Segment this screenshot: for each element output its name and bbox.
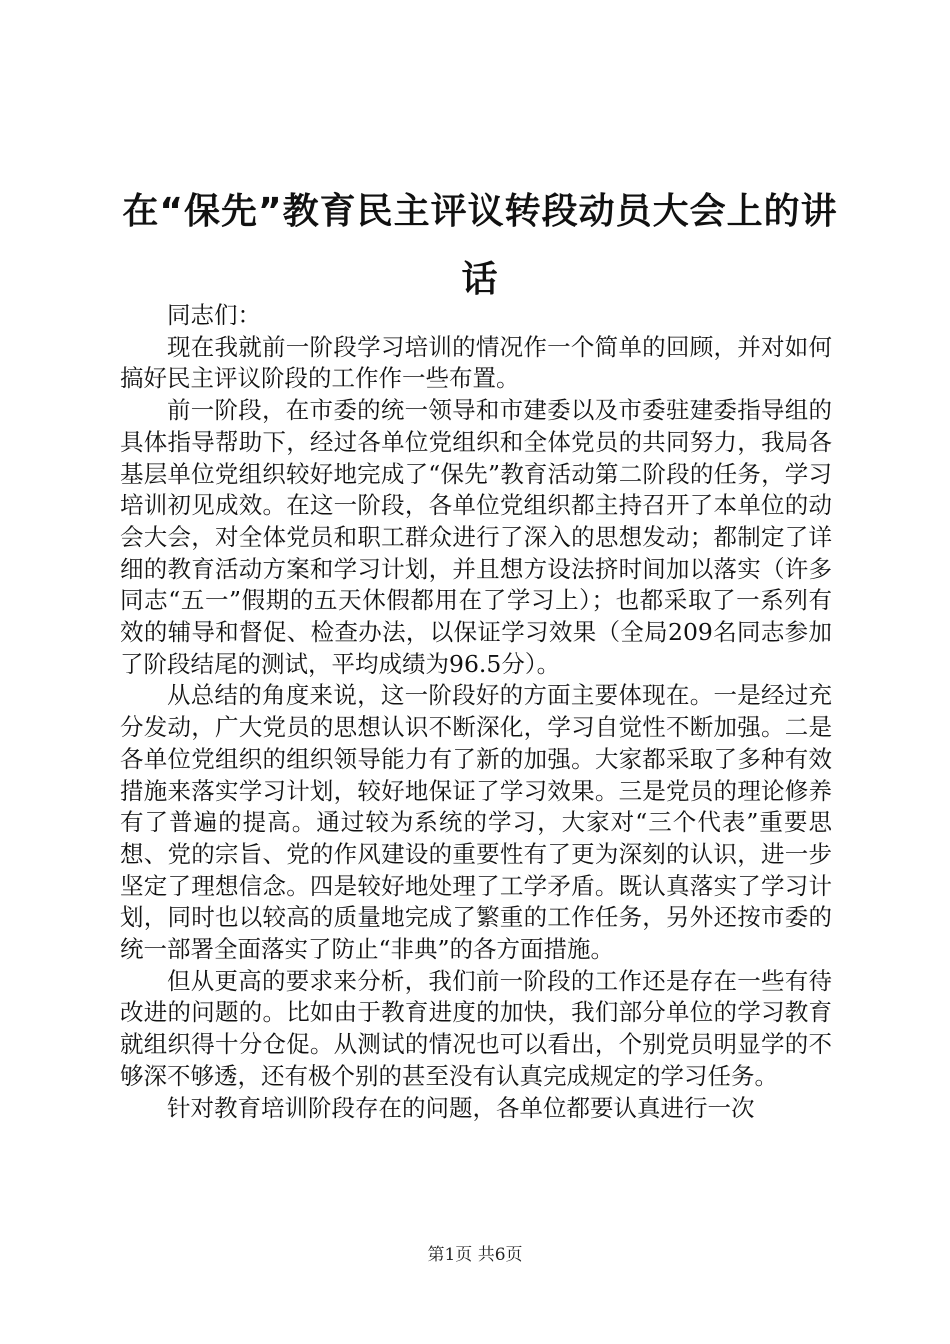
salutation-paragraph: 同志们： bbox=[167, 301, 261, 329]
document-title: 在“保先”教育民主评议转段动员大会上的讲话 bbox=[122, 191, 838, 300]
body-paragraph: 现在我就前一阶段学习培训的情况作一个简单的回顾，并对如何搞好民主评议阶段的工作作一些布置。 bbox=[120, 332, 832, 393]
document-body bbox=[120, 300, 832, 1124]
body-paragraph: 针对教育培训阶段存在的问题，各单位都要认真进行一次 bbox=[167, 1093, 755, 1122]
body-paragraph: 但从更高的要求来分析，我们前一阶段的工作还是存在一些有待改进的问题的。比如由于教育进度的加快，我们部分单位的学习教育就组织得十分仓促。从测试的情况也可以看出，个别党员明显学的不够深不够透，还有极个别的甚至没有认真完成规定的学习任务。 bbox=[120, 966, 832, 1090]
body-paragraph: 前一阶段，在市委的统一领导和市建委以及市委驻建委指导组的具体指导帮助下，经过各单位党组织和全体党员的共同努力，我局各基层单位党组织较好地完成了“保先”教育活动第二阶段的任务，学习培训初见成效。在这一阶段，各单位党组织都主持召开了本单位的动会大会，对全体党员和职工群众进行了深入的思想发动；都制定了详细的教育活动方案和学习计划，并且想方设法挤时间加以落实（许多同志“五一”假期的五天休假都用在了学习上）；也都采取了一系列有效的辅导和督促、检查办法，以保证学习效果（全局209名同志参加了阶段结尾的测试，平均成绩为96.5分）。 bbox=[120, 396, 832, 678]
body-paragraph: 从总结的角度来说，这一阶段好的方面主要体现在。一是经过充分发动，广大党员的思想认识不断深化，学习自觉性不断加强。二是各单位党组织的组织领导能力有了新的加强。大家都采取了多种有效措施来落实学习计划，较好地保证了学习效果。三是党员的理论修养有了普遍的提高。通过较为系统的学习，大家对“三个代表”重要思想、党的宗旨、党的作风建设的重要性有了更为深刻的认识，进一步坚定了理想信念。四是较好地处理了工学矛盾。既认真落实了学习计划，同时也以较高的质量地完成了繁重的工作任务，另外还按市委的统一部署全面落实了防止“非典”的各方面措施。 bbox=[120, 681, 832, 964]
page-number-footer: 第1页 共6页 bbox=[427, 1245, 523, 1265]
